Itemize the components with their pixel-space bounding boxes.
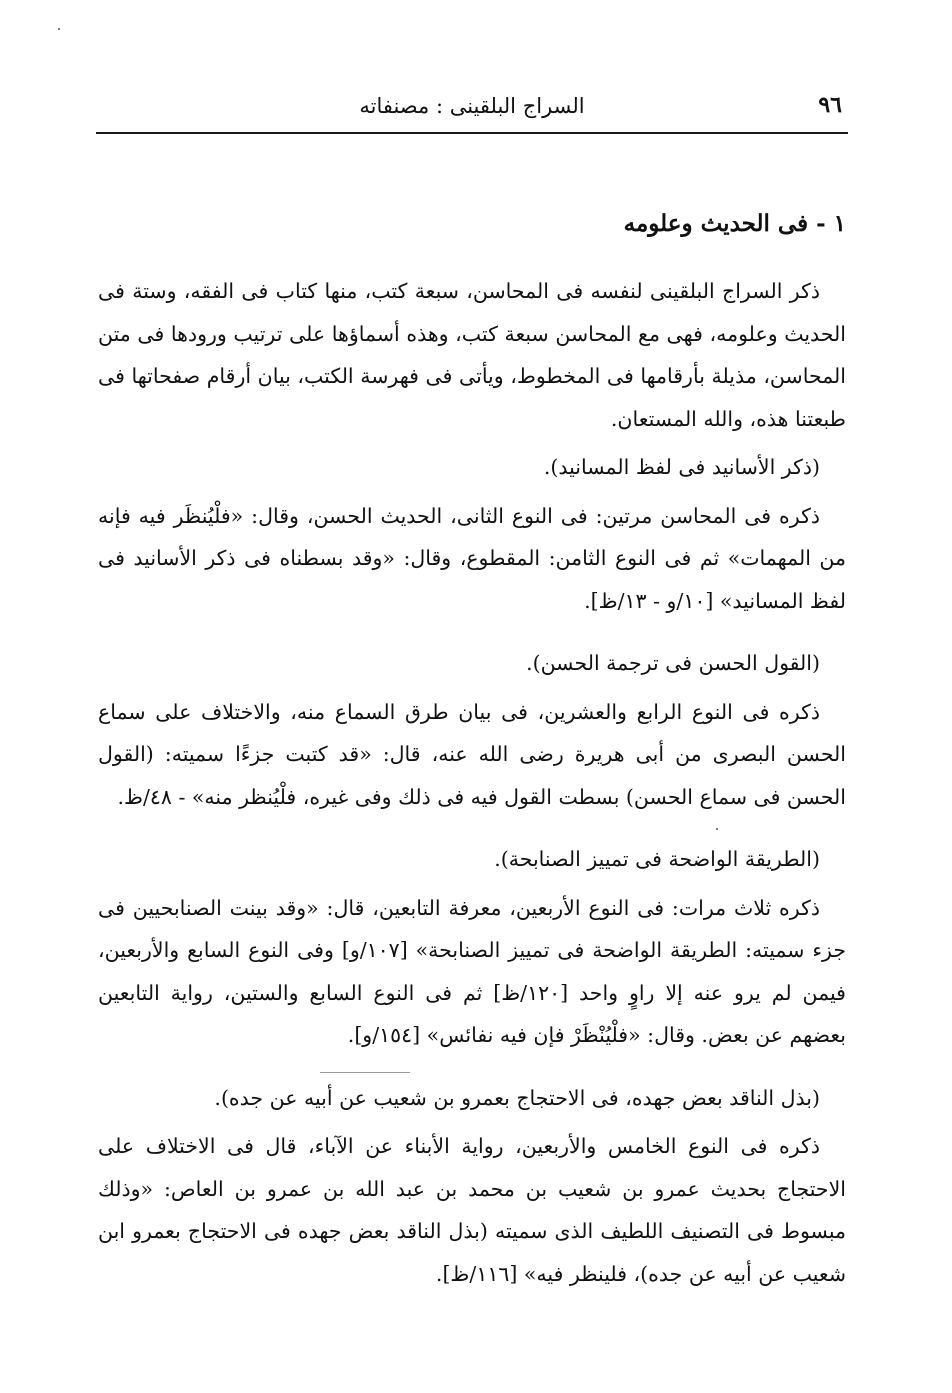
scan-speck bbox=[716, 828, 718, 830]
section-heading: ١ - فى الحديث وعلومه bbox=[623, 210, 846, 237]
scan-mark bbox=[320, 1072, 410, 1073]
spacer bbox=[98, 824, 846, 838]
page-body bbox=[98, 200, 846, 1301]
paragraph-tariqa: ذكره ثلاث مرات: فى النوع الأربعين، معرفة التابعين، قال: «وقد بينت الصنابحيين فى جزء سميته: الطريقة الواضحة فى تمييز الصنابحة» [١٠٧/و] وفى النوع السابع والأربعين، فيمن لم يرو عنه إلا راوٍ واحد [١٢٠/ظ] ثم فى النوع السابع والستين، رواية التابعين بعضهم عن بعض. وقال: «فلْيُنْظَرْ فإن فيه نفائس» [١٥٤/و]. bbox=[98, 895, 847, 1047]
book-title-qawl-hasan: (القول الحسن فى ترجمة الحسن). bbox=[526, 651, 820, 675]
spacer bbox=[98, 628, 846, 642]
paragraph-qawl-hasan: ذكره فى النوع الرابع والعشرين، فى بيان طرق السماع منه، والاختلاف على سماع الحسن البصرى من أبى هريرة رضى الله عنه، قال: «قد كتبت جزءًا سميته: (القول الحسن فى سماع الحسن) بسطت القول فيه فى ذلك وفى غيره، فلْيُنظر منه» - ٤٨/ظ. bbox=[98, 699, 846, 809]
paragraph-asanid: ذكره فى المحاسن مرتين: فى النوع الثانى، الحديث الحسن، وقال: «فلْيُنظَر فيه فإنه من المهمات» ثم فى النوع الثامن: المقطوع، وقال: «وقد بسطناه فى ذكر الأسانيد فى لفظ المسانيد» [١٠/و - ١٣/ظ]. bbox=[98, 503, 846, 613]
running-title: السراج البلقينى : مصنفاته bbox=[359, 94, 585, 118]
book-title-badhl: (بذل الناقد بعض جهده، فى الاحتجاج بعمرو بن شعيب عن أبيه عن جده). bbox=[214, 1085, 820, 1110]
paragraph-badhl: ذكره فى النوع الخامس والأربعين، رواية الأبناء عن الآباء، قال فى الاختلاف على الاحتجاج بحديث عمرو بن شعيب بن محمد بن عبد الله بن عمرو بن العاص: «وذلك مبسوط فى التصنيف اللطيف الذى سميته (بذل الناقد بعض جهده فى الاحتجاج بعمرو ابن شعيب عن أبيه عن جده)، فلينظر فيه» [١١٦/ظ]. bbox=[98, 1134, 846, 1286]
intro-paragraph: ذكر السراج البلقينى لنفسه فى المحاسن، سبعة كتب، منها كتاب فى الفقه، وستة فى الحديث وعلومه، فهى مع المحاسن سبعة كتب، وهذه أسماؤها على ترتيب ورودها فى متن المحاسن، مذيلة بأرقامها فى المخطوط، ويأتى فى فهرسة الكتب، بيان أرقام صفحاتها فى طبعتنا هذه، والله المستعان. bbox=[98, 279, 846, 431]
page-header bbox=[96, 88, 848, 134]
scan-speck bbox=[58, 28, 60, 30]
spacer bbox=[98, 1063, 846, 1077]
book-title-asanid: (ذكر الأسانيد فى لفظ المسانيد). bbox=[543, 455, 820, 479]
page-number: ٩٦ bbox=[818, 92, 842, 118]
book-title-tariqa: (الطريقة الواضحة فى تمييز الصنابحة). bbox=[494, 847, 820, 871]
